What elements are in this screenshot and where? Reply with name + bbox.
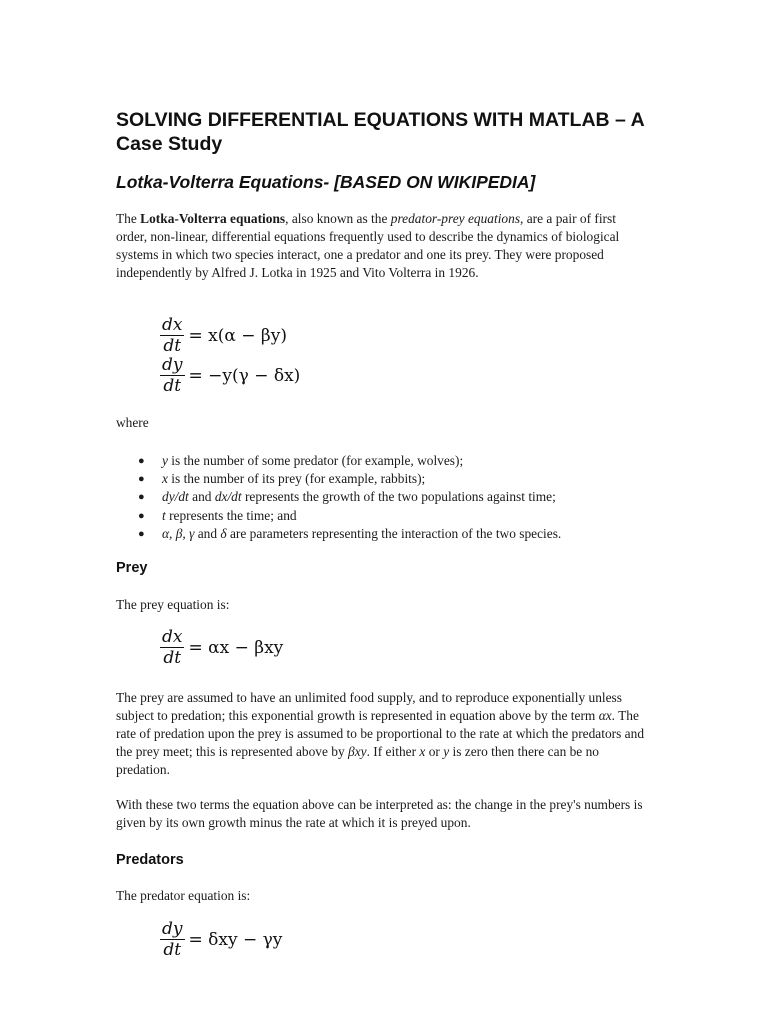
list-item [116,525,656,543]
prey-paragraph-2: With these two terms the equation above can be interpreted as: the change in the prey's numbers is given by its own growth minus the rate at which it is preyed upon. [116,797,643,830]
math-term: βxy [348,744,367,759]
symbol: dx/dt [214,489,242,505]
item-text: represents the growth of the two populations against time; [241,489,556,505]
fraction-denominator: dt [163,376,182,396]
equation-dx-dt [160,316,287,355]
math-term: αx [598,708,612,723]
item-conj: and [188,489,215,505]
predators-heading: Predators [116,852,184,868]
equation-rhs: = δxy − γy [188,929,283,950]
intro-rest: , are a pair of first order, non-linear, differential equations frequently used to describe the dynamics of biological systems in which two species interact, one a predator and one its prey. They were proposed independently by Alfred J. Lotka in 1925 and Vito Volterra in 1926. [116,211,620,280]
item-text: is the number of its prey (for example, rabbits); [167,471,426,487]
equation-rhs: = −y(γ − δx) [188,365,301,386]
symbol: y [162,453,168,468]
equation-rhs: = x(α − βy) [188,325,287,346]
predators-intro: The predator equation is: [116,888,251,903]
bullet-icon: ● [138,455,145,467]
bullet-icon: ● [138,527,145,540]
fraction-numerator: dx [162,627,183,647]
fraction [160,356,185,395]
equation-predator [160,920,282,959]
equation-rhs: = αx − βxy [188,637,284,658]
symbol: t [162,507,166,523]
fraction [160,316,184,355]
symbol: α, β, γ [162,525,195,541]
list-item [116,507,656,525]
prey-paragraph-1 [116,689,646,779]
bullet-icon: ● [138,473,145,486]
equation-dy-dt [160,356,300,395]
fraction-numerator: dx [162,315,183,335]
list-item [116,452,656,470]
fraction [160,628,184,667]
variable-list [116,452,656,543]
item-text: are parameters representing the interaction of the two species. [226,525,562,541]
intro-mid: , also known as the [285,211,391,226]
text-run: is zero then there can be no predation. [116,744,599,777]
symbol: δ [220,525,227,541]
intro-paragraph [116,210,646,282]
text-run: or [425,744,444,759]
item-text: represents the time; and [165,507,297,523]
prey-intro: The prey equation is: [116,597,230,612]
math-term: y [443,744,450,759]
text-run: . If either [366,744,420,759]
equation-prey [160,628,283,667]
document-title: SOLVING DIFFERENTIAL EQUATIONS WITH MATLAB – A Case Study [116,109,644,155]
list-item [116,488,656,506]
fraction-denominator: dt [163,648,182,668]
intro-lead: The [116,211,141,226]
fraction-numerator: dy [162,355,183,375]
section-subtitle: Lotka-Volterra Equations- [BASED ON WIKIPEDIA] [116,172,536,192]
symbol: dy/dt [162,489,189,505]
bullet-icon: ● [138,491,145,504]
where-label: where [116,415,149,430]
text-run: The prey are assumed to have an unlimited food supply, and to reproduce exponentially unless subject to predation; this exponential growth is represented in equation above by the term [116,690,622,723]
list-item [116,470,656,488]
item-text: is the number of some predator (for example, wolves); [167,453,464,468]
item-conj: and [194,525,221,541]
text-run: . The rate of predation upon the prey is assumed to be proportional to the rate at which the predators and the prey meet; this is represented above by [116,708,645,759]
fraction [160,920,185,959]
intro-italic-term: predator-prey equations [390,211,521,226]
prey-heading: Prey [116,560,148,576]
math-term: x [419,744,426,759]
fraction-numerator: dy [162,919,183,939]
bullet-icon: ● [138,509,145,522]
symbol: x [162,471,168,487]
fraction-denominator: dt [163,336,182,356]
fraction-denominator: dt [163,940,182,960]
intro-bold-term: Lotka-Volterra equations [140,211,286,226]
